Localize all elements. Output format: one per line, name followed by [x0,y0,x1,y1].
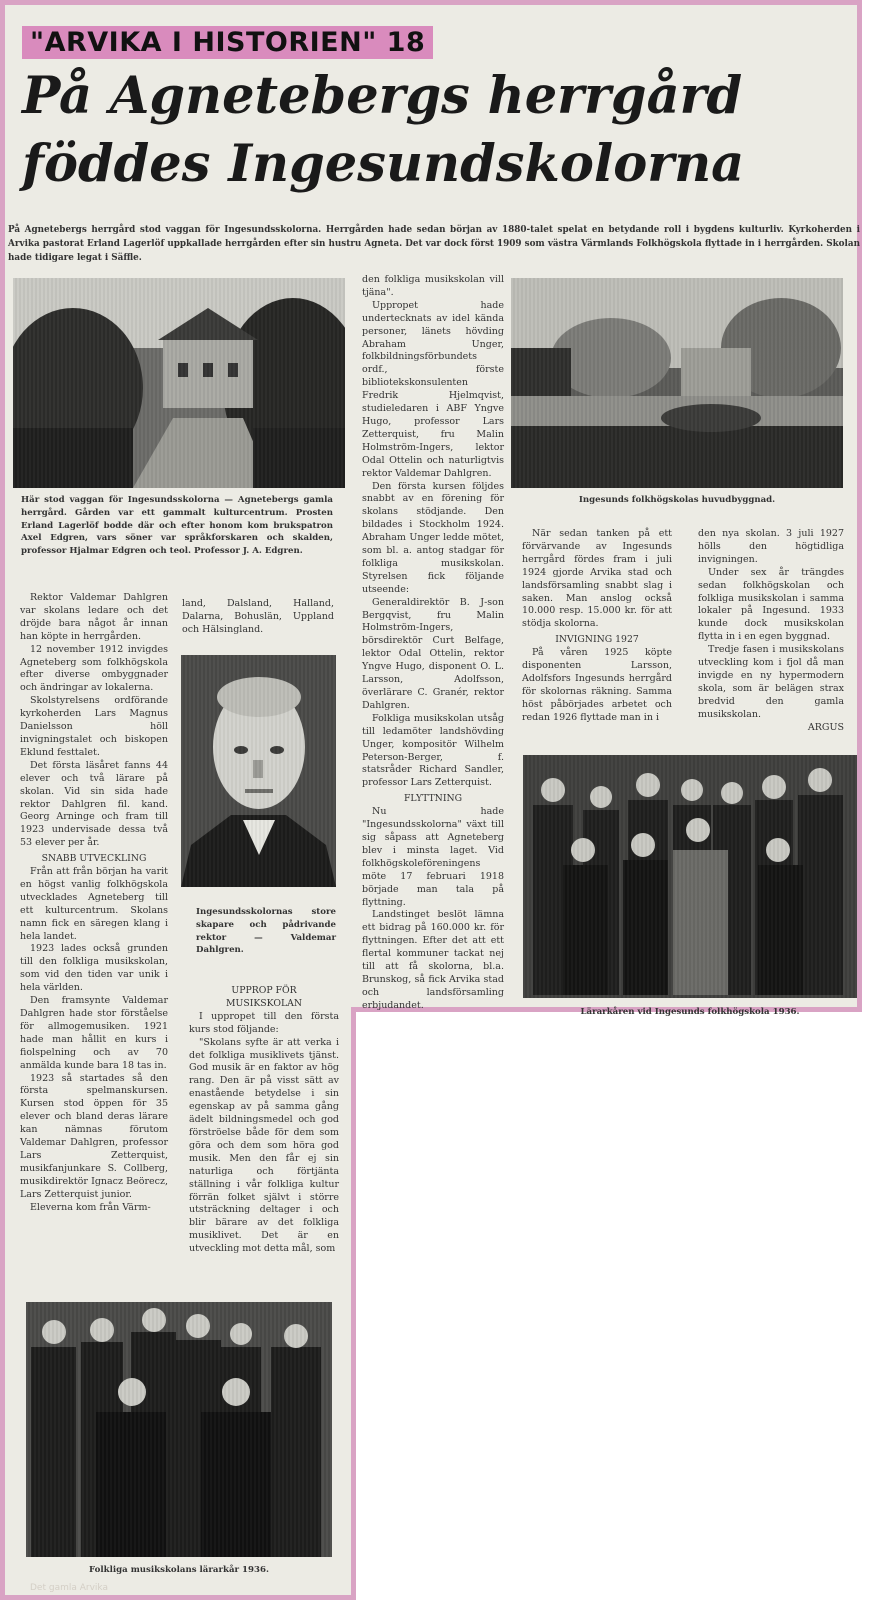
caption-main-building: Ingesunds folkhögskolas huvudbyggnad. [578,495,776,505]
col5-para-3: Tredje fasen i musikskolans utveckling kom i fjol då man invigde en ny hypermodern skola, som är belägen strax bredvid den gamla musikskolan. [698,644,844,720]
caption-manor: Här stod vaggan för Ingesundsskolorna — Agnetebergs gamla herrgård. Gården var ett gammalt kulturcentrum. Prosten Erland Lagerlöf bodde där och efter honom kom brukspatron Axel Edgren, vars söner var språkforskaren och skalden, professor Hjalmar Edgren och teol. Professor J. A. Edgren. [21,495,333,557]
col3-para-1: den folkliga musikskolan vill tjäna". [362,274,504,298]
series-label: "ARVIKA I HISTORIEN" 18 [22,26,433,59]
col3-para-4: Generaldirektör B. J-son Bergqvist, fru Malin Holmström-Ingers, börsdirektör Curt Belfage, lektor Odal Ottelin, rektor Yngve Hugo, disponent O. L. Larsson, Adolfsson, överlärare C. Granér, rektor Dahlgren. [362,596,504,711]
col1b-para-3: Den framsynte Valdemar Dahlgren hade stor förståelse för allmogemusiken. 1921 hade man hållit en kurs i fiolspelning och av 70 anmälda kunde bara 18 tas in. [20,995,168,1071]
col4-para-1: När sedan tanken på ett förvärvande av Ingesunds herrgård fördes fram i juli 1924 gjorde Arvika stad och landsförsamling snabbt slag i saken. Man anslog också 10.000 resp. 15.000 kr. för att stödja skolorna. [522,528,672,630]
col1b-para-5: Eleverna kom från Värm- [30,1201,151,1213]
signature: ARGUS [807,721,844,733]
col3b-para-2: Landstinget beslöt lämna ett bidrag på 160.000 kr. för flyttningen. Efter det att ett flertal kommuner tackat nej till att få skolorna, bl.a. Brunskog, så fick Arvika stad och landsförsamling erbjudandet. [362,909,504,1011]
column-5 [698,528,844,735]
photo-main-building [511,278,843,488]
col4b-para-1: På våren 1925 köpte disponenten Larsson, Adolfsfors Ingesunds herrgård för skolornas räkning. Samma höst påbörjades arbetet och redan 1926 flyttade man in i [522,647,672,723]
col3-para-2: Uppropet hade undertecknats av idel kända personer, länets hövding Abraham Unger, folkbildningsförbundets ordf., förste bibliotekskonsulenten Fredrik Hjelmqvist, studieledaren i ABF Yngve Hugo, professor Lars Zetterquist, fru Malin Holmström-Ingers, lektor Odal Ottelin och naturligtvis rektor Valdemar Dahlgren. [362,299,504,479]
col1-subhead: SNABB UTVECKLING [41,853,147,865]
photo-staff-folk [523,755,857,998]
col2-subhead: UPPROP FÖR MUSIKSKOLAN [225,985,303,1009]
col1b-para-1: Från att från början ha varit en högst vanlig folkhögskola utvecklades Agneteberg till ett kulturcentrum. Skolans namn fick en säregen klang i hela landet. [20,866,168,942]
col3-para-5: Folkliga musikskolan utsåg till ledamöter landshövding Unger, kompositör Wilhelm Peterson-Berger, f. statsråder Richard Sandler, professor Lars Zetterquist. [362,712,504,789]
headline [22,62,852,198]
headline-line-1: På Agnetebergs herrgård [22,66,743,126]
column-2 [189,982,339,1256]
photo-manor [13,278,345,488]
col4-subhead: INVIGNING 1927 [555,634,639,646]
photo-staff-music [26,1302,332,1557]
col3-para-3: Den första kursen följdes snabbt av en förening för skolans stödjande. Den bildades i Stockholm 1924. Abraham Unger ledde mötet, som bl. a. antog stadgar för folkliga musikskolan. Styrelsen fick följande utseende: [362,480,504,595]
intro-paragraph: På Agnetebergs herrgård stod vaggan för Ingesundsskolorna. Herrgården hade sedan början av 1880-talet spelat en betydande roll i bygdens kulturliv. Kyrkoherden i Arvika pastorat Erland Lagerlöf uppkallade herrgården efter sin hustru Agneta. Det var dock först 1909 som västra Värmlands Folkhögskola flyttade in i herrgården. Skolan hade tidigare legat i Säffle. [8,225,860,263]
column-3 [362,274,504,1013]
col2-top-para: land, Dalsland, Halland, Dalarna, Bohuslän, Uppland och Hälsingland. [182,598,334,635]
col1-para-4: Det första läsåret fanns 44 elever och två lärare på skolan. Vid sin sida hade rektor Dahlgren fil. kand. Georg Arninge och fram till 1923 undervisade dessa två 53 elever per år. [20,759,168,849]
col3-subhead: FLYTTNING [403,793,463,805]
col5-para-1: den nya skolan. 3 juli 1927 hölls den högtidliga invigningen. [698,528,844,565]
col1-para-1: Rektor Valdemar Dahlgren var skolans ledare och det dröjde bara något år innan han köpte in herrgården. [20,592,168,642]
watermark: Det gamla Arvika [30,1583,108,1593]
col1b-para-2: 1923 lades också grunden till den folkliga musikskolan, som vid den tiden var unik i hela världen. [20,943,168,994]
col5-para-2: Under sex år trängdes sedan folkhögskolan och folkliga musikskolan i samma lokaler på Ingesund. 1933 kunde dock musikskolan flytta in i en egen byggnad. [698,566,844,643]
column-4 [522,528,672,725]
headline-line-2: föddes Ingesundskolorna [22,134,745,194]
col2-para-1: I uppropet till den första kurs stod följande: [189,1010,339,1035]
caption-portrait: Ingesundsskolornas store skapare och pådrivande rektor — Valdemar Dahlgren. [196,907,336,956]
col1-para-3: Skolstyrelsens ordförande kyrkoherden Lars Magnus Danielsson höll invigningstalet och biskopen Eklund festtalet. [20,695,168,758]
col1-para-2: 12 november 1912 invigdes Agneteberg som folkhögskola efter diverse ombyggnader och ändringar av lokalerna. [20,643,168,694]
caption-staff-folk: Lärarkåren vid Ingesunds folkhögskola 1936. [580,1007,800,1017]
caption-staff-music: Folkliga musikskolans lärarkår 1936. [89,1565,269,1575]
col3b-para-1: Nu hade "Ingesundsskolorna" växt till sig såpass att Agneteberg blev i minsta laget. Vid folkhögskoleföreningens möte 17 februari 1918 började man tala på flyttning. [362,806,504,908]
col2-para-2: "Skolans syfte är att verka i det folkliga musiklivets tjänst. God musik är en faktor av hög rang. Den är på visst sätt av enastående betydelse i sin egenskap av på samma gång ädelt bildningsmedel och god förströelse både för dem som göra och dem som höra god musik. Men den får ej sin naturliga och förtjänta ställning i vår folkliga kultur förrän folket självt i större utsträckning deltager i och blir bärare av det folkliga musiklivet. Det är en utveckling mot detta mål, som [189,1036,339,1255]
column-1 [20,592,168,1215]
photo-portrait [181,655,336,887]
column-2-top [182,598,334,637]
col1b-para-4: 1923 så startades så den första spelmanskursen. Kursen stod öppen för 35 elever och bland deras lärare kan nämnas förutom Valdemar Dahlgren, professor Lars Zetterquist, musikfanjunkare S. Collberg, musikdirektör Ignacz Beörecz, Lars Zetterquist junior. [20,1072,168,1200]
